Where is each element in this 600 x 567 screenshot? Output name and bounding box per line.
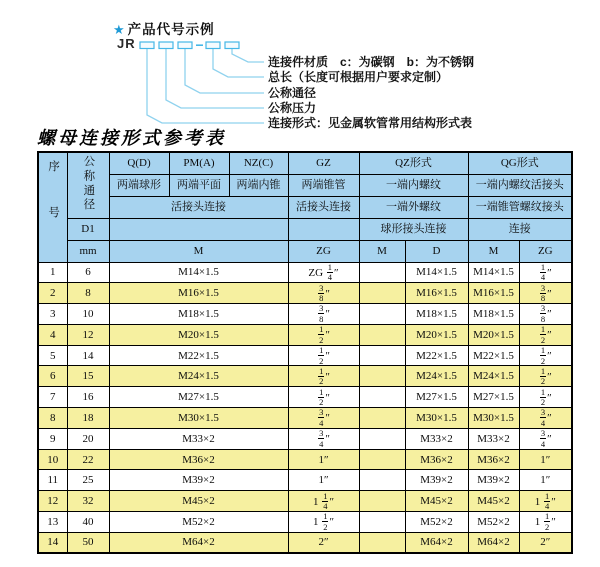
- diagram-label-length: 总长（长度可根据用户要求定制）: [268, 70, 449, 84]
- qz-m-cell: [359, 408, 405, 429]
- table-row: [38, 449, 572, 470]
- qg-m-cell: M64×2: [468, 532, 519, 553]
- m-thread-cell: M20×1.5: [109, 324, 288, 345]
- qg-zg-cell: $\frac{3}{4}$ ″: [519, 408, 572, 429]
- seq-cell: 12: [38, 491, 67, 512]
- qz-d-cell: M27×1.5: [405, 387, 468, 408]
- table-row: [38, 283, 572, 304]
- seq-cell: 2: [38, 283, 67, 304]
- header-dn: 公称通径: [67, 152, 109, 218]
- header-desc-qg: 一端内螺纹活接头: [468, 174, 572, 196]
- gz-size-cell: $\frac{3}{8}$ ″: [288, 304, 359, 325]
- seq-cell: 8: [38, 408, 67, 429]
- seq-cell: 14: [38, 532, 67, 553]
- qg-m-cell: M16×1.5: [468, 283, 519, 304]
- table-row: [38, 366, 572, 387]
- dn-cell: 8: [67, 283, 109, 304]
- table-row: [38, 512, 572, 533]
- connector-line: [185, 49, 264, 93]
- gz-size-cell: $\frac{1}{2}$ ″: [288, 366, 359, 387]
- qg-zg-cell: $\frac{1}{2}$ ″: [519, 324, 572, 345]
- header-desc-gz: 两端锥管: [288, 174, 359, 196]
- dn-cell: 22: [67, 449, 109, 470]
- dn-cell: 14: [67, 345, 109, 366]
- dn-cell: 16: [67, 387, 109, 408]
- seq-cell: 10: [38, 449, 67, 470]
- qz-d-cell: M39×2: [405, 470, 468, 491]
- gz-size-cell: $\frac{3}{4}$ ″: [288, 428, 359, 449]
- table-row: [38, 262, 572, 283]
- header-d-qz: D: [405, 240, 468, 262]
- gz-size-cell: $\frac{1}{2}$ ″: [288, 324, 359, 345]
- gz-size-cell: 1″: [288, 449, 359, 470]
- qg-zg-cell: $\frac{3}{8}$ ″: [519, 304, 572, 325]
- gz-size-cell: $\frac{3}{4}$ ″: [288, 408, 359, 429]
- seq-cell: 13: [38, 512, 67, 533]
- qg-zg-cell: $\frac{1}{2}$ ″: [519, 345, 572, 366]
- product-code-prefix: JR: [117, 36, 136, 51]
- header-code-nzc: NZ(C): [229, 152, 288, 174]
- dn-cell: 6: [67, 262, 109, 283]
- connector-line: [213, 49, 264, 77]
- qg-m-cell: M52×2: [468, 512, 519, 533]
- code-box: [225, 42, 239, 49]
- header-ext-thread-qz: 一端外螺纹: [359, 196, 468, 218]
- m-thread-cell: M39×2: [109, 470, 288, 491]
- m-thread-cell: M14×1.5: [109, 262, 288, 283]
- m-thread-cell: M52×2: [109, 512, 288, 533]
- header-ball-joint-qz: 球形接头连接: [359, 218, 468, 240]
- table-row: [38, 428, 572, 449]
- table-row: [38, 387, 572, 408]
- qz-m-cell: [359, 366, 405, 387]
- qz-d-cell: M33×2: [405, 428, 468, 449]
- qz-m-cell: [359, 428, 405, 449]
- qz-m-cell: [359, 449, 405, 470]
- header-desc-nzc: 两端内锥: [229, 174, 288, 196]
- m-thread-cell: M24×1.5: [109, 366, 288, 387]
- diagram-label-material: 连接件材质 c：为碳钢 b：为不锈钢: [268, 55, 475, 69]
- header-m-qz: M: [359, 240, 405, 262]
- connector-line: [166, 49, 264, 108]
- qg-m-cell: M33×2: [468, 428, 519, 449]
- qz-d-cell: M45×2: [405, 491, 468, 512]
- gz-size-cell: ZG $\frac{1}{4}$ ″: [288, 262, 359, 283]
- header-mm: mm: [67, 240, 109, 262]
- header-code-qz: QZ形式: [359, 152, 468, 174]
- table-row: [38, 408, 572, 429]
- qz-m-cell: [359, 470, 405, 491]
- seq-cell: 3: [38, 304, 67, 325]
- connector-line: [147, 49, 264, 123]
- page-title: 螺母连接形式参考表: [37, 128, 226, 149]
- qz-m-cell: [359, 324, 405, 345]
- table-row: [38, 304, 572, 325]
- dn-cell: 18: [67, 408, 109, 429]
- diagram-heading-text: 产品代号示例: [127, 22, 215, 37]
- dn-cell: 15: [67, 366, 109, 387]
- table-header: [38, 152, 572, 262]
- gz-size-cell: $\frac{3}{8}$ ″: [288, 283, 359, 304]
- dn-cell: 12: [67, 324, 109, 345]
- gz-size-cell: $\frac{1}{2}$ ″: [288, 387, 359, 408]
- seq-cell: 1: [38, 262, 67, 283]
- seq-cell: 6: [38, 366, 67, 387]
- qz-d-cell: M64×2: [405, 532, 468, 553]
- qg-m-cell: M18×1.5: [468, 304, 519, 325]
- table-row: [38, 324, 572, 345]
- qz-d-cell: M30×1.5: [405, 408, 468, 429]
- qg-zg-cell: $\frac{1}{4}$ ″: [519, 262, 572, 283]
- connector-line: [232, 49, 264, 62]
- header-connect-qg: 连接: [468, 218, 572, 240]
- qz-m-cell: [359, 491, 405, 512]
- qg-m-cell: M20×1.5: [468, 324, 519, 345]
- diagram-label-diameter: 公称通径: [268, 86, 317, 100]
- seq-cell: 7: [38, 387, 67, 408]
- qg-zg-cell: 2″: [519, 532, 572, 553]
- qg-zg-cell: 1 $\frac{1}{4}$ ″: [519, 491, 572, 512]
- m-thread-cell: M33×2: [109, 428, 288, 449]
- gz-size-cell: 1 $\frac{1}{4}$ ″: [288, 491, 359, 512]
- qz-m-cell: [359, 512, 405, 533]
- qg-zg-cell: $\frac{1}{2}$ ″: [519, 366, 572, 387]
- qg-zg-cell: 1 $\frac{1}{2}$ ″: [519, 512, 572, 533]
- header-desc-qd: 两端球形: [109, 174, 169, 196]
- header-code-pma: PM(A): [169, 152, 229, 174]
- qg-m-cell: M14×1.5: [468, 262, 519, 283]
- header-blank-gz: [288, 218, 359, 240]
- dn-cell: 20: [67, 428, 109, 449]
- qz-m-cell: [359, 345, 405, 366]
- m-thread-cell: M16×1.5: [109, 283, 288, 304]
- header-d1: D1: [67, 218, 109, 240]
- table-row: [38, 491, 572, 512]
- qg-m-cell: M30×1.5: [468, 408, 519, 429]
- header-code-qd: Q(D): [109, 152, 169, 174]
- seq-cell: 4: [38, 324, 67, 345]
- gz-size-cell: 2″: [288, 532, 359, 553]
- header-union-gz: 活接头连接: [288, 196, 359, 218]
- qz-m-cell: [359, 262, 405, 283]
- diagram-label-pressure: 公称压力: [268, 101, 317, 115]
- header-m-qpmnz: M: [109, 240, 288, 262]
- qz-d-cell: M24×1.5: [405, 366, 468, 387]
- m-thread-cell: M64×2: [109, 532, 288, 553]
- m-thread-cell: M18×1.5: [109, 304, 288, 325]
- header-desc-qz: 一端内螺纹: [359, 174, 468, 196]
- dn-cell: 32: [67, 491, 109, 512]
- dn-cell: 25: [67, 470, 109, 491]
- star-icon: ★: [113, 22, 126, 37]
- table-row: [38, 345, 572, 366]
- header-zg-qg: ZG: [519, 240, 572, 262]
- qz-d-cell: M22×1.5: [405, 345, 468, 366]
- m-thread-cell: M36×2: [109, 449, 288, 470]
- qz-d-cell: M36×2: [405, 449, 468, 470]
- dn-cell: 50: [67, 532, 109, 553]
- qg-m-cell: M45×2: [468, 491, 519, 512]
- gz-size-cell: 1″: [288, 470, 359, 491]
- code-box: [206, 42, 220, 49]
- code-box: [178, 42, 192, 49]
- qz-m-cell: [359, 283, 405, 304]
- qz-d-cell: M18×1.5: [405, 304, 468, 325]
- m-thread-cell: M30×1.5: [109, 408, 288, 429]
- gz-size-cell: $\frac{1}{2}$ ″: [288, 345, 359, 366]
- header-blank-qpmnz: [109, 218, 288, 240]
- qz-m-cell: [359, 304, 405, 325]
- qz-d-cell: M20×1.5: [405, 324, 468, 345]
- header-m-qg: M: [468, 240, 519, 262]
- header-code-gz: GZ: [288, 152, 359, 174]
- table-row: [38, 532, 572, 553]
- header-zg-gz: ZG: [288, 240, 359, 262]
- dn-cell: 10: [67, 304, 109, 325]
- m-thread-cell: M27×1.5: [109, 387, 288, 408]
- qg-m-cell: M27×1.5: [468, 387, 519, 408]
- diagram-heading: [113, 18, 215, 38]
- m-thread-cell: M45×2: [109, 491, 288, 512]
- table-row: [38, 470, 572, 491]
- code-box: [140, 42, 154, 49]
- qz-d-cell: M52×2: [405, 512, 468, 533]
- qg-m-cell: M36×2: [468, 449, 519, 470]
- diagram-label-connection: 连接形式：见金属软管常用结构形式表: [268, 116, 473, 130]
- qz-d-cell: M14×1.5: [405, 262, 468, 283]
- qg-zg-cell: 1″: [519, 449, 572, 470]
- qz-m-cell: [359, 387, 405, 408]
- qg-zg-cell: $\frac{3}{8}$ ″: [519, 283, 572, 304]
- header-taper-thread-qg: 一端锥管螺纹接头: [468, 196, 572, 218]
- header-union-qpmnz: 活接头连接: [109, 196, 288, 218]
- dn-cell: 40: [67, 512, 109, 533]
- qg-zg-cell: $\frac{3}{4}$ ″: [519, 428, 572, 449]
- qz-d-cell: M16×1.5: [405, 283, 468, 304]
- qg-zg-cell: 1″: [519, 470, 572, 491]
- reference-table: [37, 151, 573, 554]
- qg-zg-cell: $\frac{1}{2}$ ″: [519, 387, 572, 408]
- qz-m-cell: [359, 532, 405, 553]
- seq-cell: 5: [38, 345, 67, 366]
- header-code-qg: QG形式: [468, 152, 572, 174]
- header-desc-pma: 两端平面: [169, 174, 229, 196]
- header-seq: 序号: [38, 152, 67, 262]
- qg-m-cell: M24×1.5: [468, 366, 519, 387]
- table-body: [38, 262, 572, 553]
- m-thread-cell: M22×1.5: [109, 345, 288, 366]
- seq-cell: 11: [38, 470, 67, 491]
- seq-cell: 9: [38, 428, 67, 449]
- qg-m-cell: M22×1.5: [468, 345, 519, 366]
- gz-size-cell: 1 $\frac{1}{2}$ ″: [288, 512, 359, 533]
- code-box: [159, 42, 173, 49]
- qg-m-cell: M39×2: [468, 470, 519, 491]
